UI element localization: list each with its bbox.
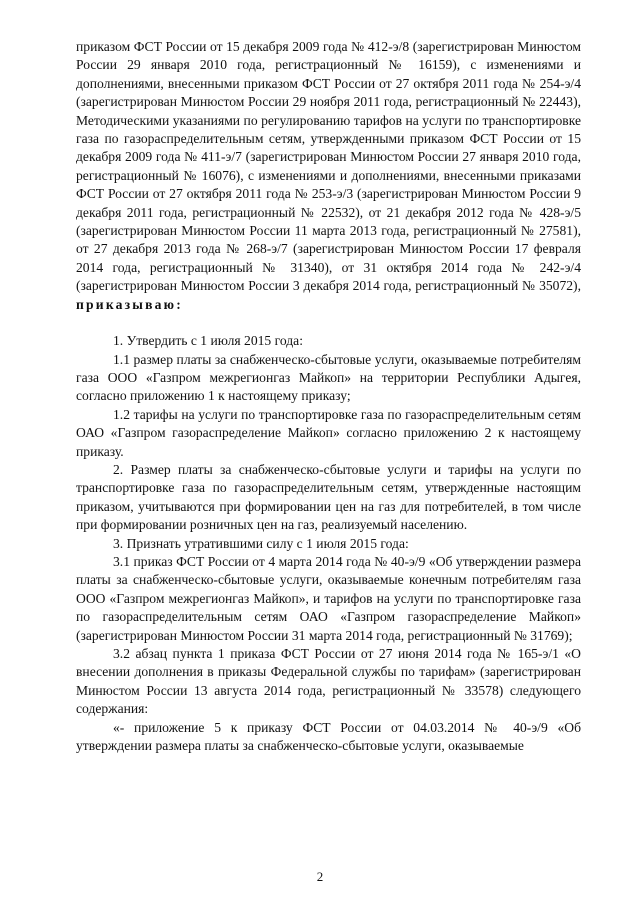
intro-paragraph: [76, 38, 581, 314]
order-word: приказываю:: [76, 296, 183, 312]
paragraph-item-3-1: 3.1 приказ ФСТ России от 4 марта 2014 года № 40-э/9 «Об утверждении размера платы за снабженческо-сбытовые услуги, оказываемые конечным потребителям газа ООО «Газпром межрегионгаз Майкоп», и тарифов на услуги по транспортировке газа по газораспределительным сетям ОАО «Газпром газораспределение Майкоп» (зарегистрирован Минюстом России 31 марта 2014 года, регистрационный № 31769);: [76, 553, 581, 643]
paragraph-item-3-2: 3.2 абзац пункта 1 приказа ФСТ России от 27 июня 2014 года № 165-э/1 «О внесении дополнения в приказы Федеральной службы по тарифам» (зарегистрирован Минюстом России 13 августа 2014 года, регистрационный № 33578) следующего содержания:: [76, 646, 581, 717]
intro-text: приказом ФСТ России от 15 декабря 2009 года № 412-э/8 (зарегистрирован Минюстом России 29 января 2010 года, регистрационный № 16159), с изменениями и дополнениями, внесенными приказом ФСТ России от 27 октября 2011 года № 254-э/4 (зарегистрирован Минюстом России 29 ноября 2011 года, регистрационный № 22443), Методическими указаниями по регулированию тарифов на услуги по транспортировке газа по газораспределительным сетям, утвержденными приказом ФСТ России от 15 декабря 2009 года № 411-э/7 (зарегистрирован Минюстом России 27 января 2010 года, регистрационный № 16076), с изменениями и дополнениями, внесенными приказами ФСТ России от 27 октября 2011 года № 253-э/3 (зарегистрирован Минюстом России 9 декабря 2011 года, регистрационный № 22532), от 21 декабря 2012 года № 428-э/5 (зарегистрирован Минюстом России 11 марта 2013 года, регистрационный № 27581), от 27 декабря 2013 года № 268-э/7 (зарегистрирован Минюстом России 17 февраля 2014 года, регистрационный № 31340), от 31 октября 2014 года № 242-э/4 (зарегистрирован Минюстом России 3 декабря 2014 года, регистрационный № 35072),: [76, 39, 581, 294]
paragraph-item-3: 3. Признать утратившими силу с 1 июля 2015 года:: [113, 535, 409, 551]
paragraph-item-1: 1. Утвердить с 1 июля 2015 года:: [113, 333, 303, 349]
paragraph-gap: [76, 314, 581, 332]
paragraph-quote: «- приложение 5 к приказу ФСТ России от 04.03.2014 № 40-э/9 «Об утверждении размера платы за снабженческо-сбытовые услуги, оказываемые: [76, 719, 581, 754]
paragraph-item-1-2: 1.2 тарифы на услуги по транспортировке газа по газораспределительным сетям ОАО «Газпром газораспределение Майкоп» согласно приложению 2 к настоящему приказу.: [76, 406, 581, 459]
page-number: 2: [316, 869, 324, 884]
document-body: [76, 38, 581, 755]
paragraph-item-2: 2. Размер платы за снабженческо-сбытовые услуги и тарифы на услуги по транспортировке газа по газораспределительным сетям, утвержденные настоящим приказом, учитываются при формировании цен на газ для потребителей, в том числе при формировании розничных цен на газ, реализуемый населению.: [76, 461, 581, 533]
paragraph-item-1-1: 1.1 размер платы за снабженческо-сбытовые услуги, оказываемые потребителям газа ООО «Газпром межрегионгаз Майкоп» на территории Республики Адыгея, согласно приложению 1 к настоящему приказу;: [76, 351, 581, 404]
